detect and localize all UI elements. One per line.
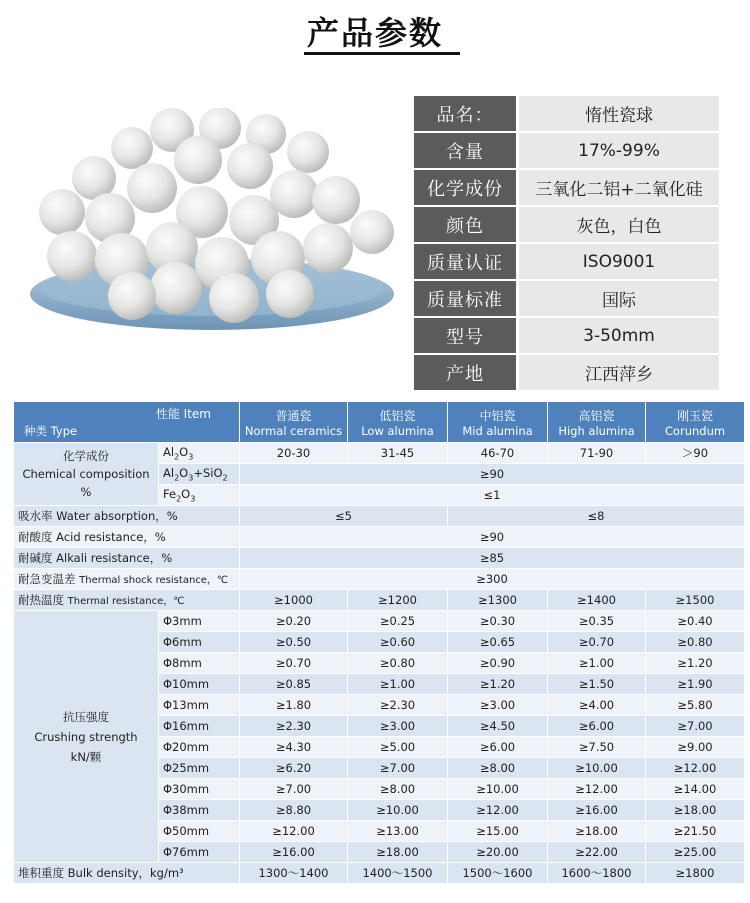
table-cell: 20-30 [240,443,348,464]
table-cell: ≥0.25 [348,611,448,632]
table-cell: ≥5.00 [348,737,448,758]
table-cell: ≥0.60 [348,632,448,653]
table-cell: ≥0.85 [240,674,348,695]
row-label: 耐碱度 Alkali resistance，% [14,548,240,569]
size-label: Φ13mm [159,695,240,716]
table-cell: ≥7.00 [348,758,448,779]
spec-row [414,170,719,205]
table-cell: ≥6.00 [448,737,548,758]
ceramic-ball [150,262,202,314]
table-cell: ≥1.00 [548,653,646,674]
ceramic-ball [227,143,273,189]
table-cell: ≥1.90 [646,674,745,695]
ceramic-ball [312,176,360,224]
table-cell: ≥10.00 [548,758,646,779]
ceramic-ball [287,131,329,173]
table-cell: ≥7.00 [240,779,348,800]
table-cell: ≥25.00 [646,842,745,863]
spec-key: 化学成份 [414,170,516,205]
ceramic-ball [127,163,177,213]
ceramic-ball [108,272,156,320]
table-cell: ≥12.00 [646,758,745,779]
table-row [14,506,745,527]
table-cell: 71-90 [548,443,646,464]
table-cell: ≥16.00 [240,842,348,863]
table-cell: ≥3.00 [348,716,448,737]
table-cell: ≥1500 [646,590,745,611]
table-row [14,611,745,632]
spec-row [414,96,719,131]
table-cell: ≥1.80 [240,695,348,716]
column-header: 刚玉瓷 Corundum [646,402,745,443]
table-cell: ≥300 [240,569,745,590]
spec-row [414,355,719,390]
table-cell: ≥18.00 [348,842,448,863]
table-cell: ≥90 [240,464,745,485]
crushing-rows [14,611,745,863]
column-header: 低铝瓷 Low alumina [348,402,448,443]
spec-key: 质量认证 [414,244,516,279]
table-cell: ≥1000 [240,590,348,611]
size-label: Φ50mm [159,821,240,842]
table-cell: ≥1.20 [646,653,745,674]
table-row [14,590,745,611]
spec-value: 国际 [519,281,719,316]
spec-value: ISO9001 [519,244,719,279]
table-row [14,863,745,884]
table-cell: ≥0.70 [548,632,646,653]
table-row [14,569,745,590]
size-label: Φ6mm [159,632,240,653]
spec-key: 产地 [414,355,516,390]
table-cell: ≥3.00 [448,695,548,716]
crushing-label: 抗压强度 Crushing strength kN/颗 [14,611,159,863]
al2o3-label: $Al_2O_3$ [159,443,240,464]
size-label: Φ10mm [159,674,240,695]
table-cell: ≥1200 [348,590,448,611]
table-cell: ≥0.40 [646,611,745,632]
table-cell: ≥12.00 [448,800,548,821]
product-photo [22,108,394,340]
table-cell: ≥16.00 [548,800,646,821]
table-cell: ≥7.00 [646,716,745,737]
size-label: Φ38mm [159,800,240,821]
table-cell: ≥20.00 [448,842,548,863]
table-cell: ≥0.50 [240,632,348,653]
table-cell: ≥6.00 [548,716,646,737]
table-cell: ≥10.00 [348,800,448,821]
properties-table [13,401,745,884]
ceramic-ball [209,273,259,323]
table-cell: ≥5.80 [646,695,745,716]
table-cell: ≥4.30 [240,737,348,758]
table-cell: ≥1.50 [548,674,646,695]
table-cell: ≥1400 [548,590,646,611]
table-cell: ≥90 [240,527,745,548]
table-cell: ≥0.80 [646,632,745,653]
table-cell: ≥0.30 [448,611,548,632]
table-cell: ≥21.50 [646,821,745,842]
table-cell: ≥4.00 [548,695,646,716]
ceramic-ball [350,210,394,254]
table-row [14,527,745,548]
table-cell: ≥1.00 [348,674,448,695]
table-cell: 1400～1500 [348,863,448,884]
table-cell: ≥0.70 [240,653,348,674]
table-cell: 1500～1600 [448,863,548,884]
table-cell: 31-45 [348,443,448,464]
table-cell: ≤8 [448,506,745,527]
table-cell: ≥22.00 [548,842,646,863]
spec-key: 含量 [414,133,516,168]
table-cell: ≥15.00 [448,821,548,842]
spec-row [414,318,719,353]
table-cell: ≥18.00 [646,800,745,821]
spec-value: 17%-99% [519,133,719,168]
table-cell: ≥2.30 [240,716,348,737]
table-header-row [14,402,745,443]
spec-key: 颜色 [414,207,516,242]
table-cell: ≥12.00 [240,821,348,842]
corner-item-label: 性能 Item [155,407,211,421]
title-underline [304,52,460,55]
size-label: Φ3mm [159,611,240,632]
table-cell: ≥8.80 [240,800,348,821]
table-cell: 1600～1800 [548,863,646,884]
spec-key: 品名： [414,96,516,131]
size-label: Φ8mm [159,653,240,674]
table-cell: ≥85 [240,548,745,569]
spec-value: 三氧化二铝+二氧化硅 [519,170,719,205]
column-header: 中铝瓷 Mid alumina [448,402,548,443]
spec-key: 质量标准 [414,281,516,316]
table-cell: ≥8.00 [448,758,548,779]
ceramic-ball [47,231,97,281]
table-cell: 46-70 [448,443,548,464]
table-cell: ≥6.20 [240,758,348,779]
size-label: Φ76mm [159,842,240,863]
spec-value: 3-50mm [519,318,719,353]
table-cell: ≥4.50 [448,716,548,737]
size-label: Φ25mm [159,758,240,779]
table-cell: ≤5 [240,506,448,527]
table-cell: ≥10.00 [448,779,548,800]
table-cell: ≥1.20 [448,674,548,695]
ceramic-ball [266,270,314,318]
size-label: Φ30mm [159,779,240,800]
corner-header [14,402,240,443]
table-cell: ≥13.00 [348,821,448,842]
spec-value: 惰性瓷球 [519,96,719,131]
table-cell: ≥1800 [646,863,745,884]
table-cell: ≥1300 [448,590,548,611]
row-label: 耐酸度 Acid resistance，% [14,527,240,548]
table-cell: ≥0.80 [348,653,448,674]
size-label: Φ16mm [159,716,240,737]
spec-value: 灰色，白色 [519,207,719,242]
table-row [14,443,745,464]
table-cell: ≥8.00 [348,779,448,800]
table-cell: ≥2.30 [348,695,448,716]
table-row [14,548,745,569]
table-cell: ≥14.00 [646,779,745,800]
chem-label: 化学成份 Chemical composition % [14,443,159,506]
spec-row [414,207,719,242]
table-cell: ≥0.35 [548,611,646,632]
table-cell: 1300～1400 [240,863,348,884]
al2o3-sio2-label: $Al_2O_3+SiO_2$ [159,464,240,485]
table-cell: ≥0.20 [240,611,348,632]
column-header: 普通瓷 Normal ceramics [240,402,348,443]
column-header: 高铝瓷 High alumina [548,402,646,443]
spec-row [414,244,719,279]
table-cell: ≤1 [240,485,745,506]
row-label: 堆积重度 Bulk density，kg/m³ [14,863,240,884]
size-label: Φ20mm [159,737,240,758]
ceramic-ball [39,189,85,235]
spec-key: 型号 [414,318,516,353]
ceramic-ball [174,136,222,184]
table-cell: ≥7.50 [548,737,646,758]
row-label: 耐热温度 Thermal resistance，℃ [14,590,240,611]
ceramic-ball [303,223,353,273]
table-cell: ≥18.00 [548,821,646,842]
row-label: 吸水率 Water absorption，% [14,506,240,527]
table-cell: ＞90 [646,443,745,464]
spec-table [414,96,719,392]
row-label: 耐急变温差 Thermal shock resistance，℃ [14,569,240,590]
corner-type-label: 种类 Type [24,424,78,438]
ceramic-ball [111,127,153,169]
page-title: 产品参数 [306,14,443,52]
fe2o3-label: $Fe_2O_3$ [159,485,240,506]
table-cell: ≥0.90 [448,653,548,674]
table-cell: ≥9.00 [646,737,745,758]
spec-row [414,281,719,316]
table-cell: ≥0.65 [448,632,548,653]
spec-value: 江西萍乡 [519,355,719,390]
spec-row [414,133,719,168]
table-cell: ≥12.00 [548,779,646,800]
